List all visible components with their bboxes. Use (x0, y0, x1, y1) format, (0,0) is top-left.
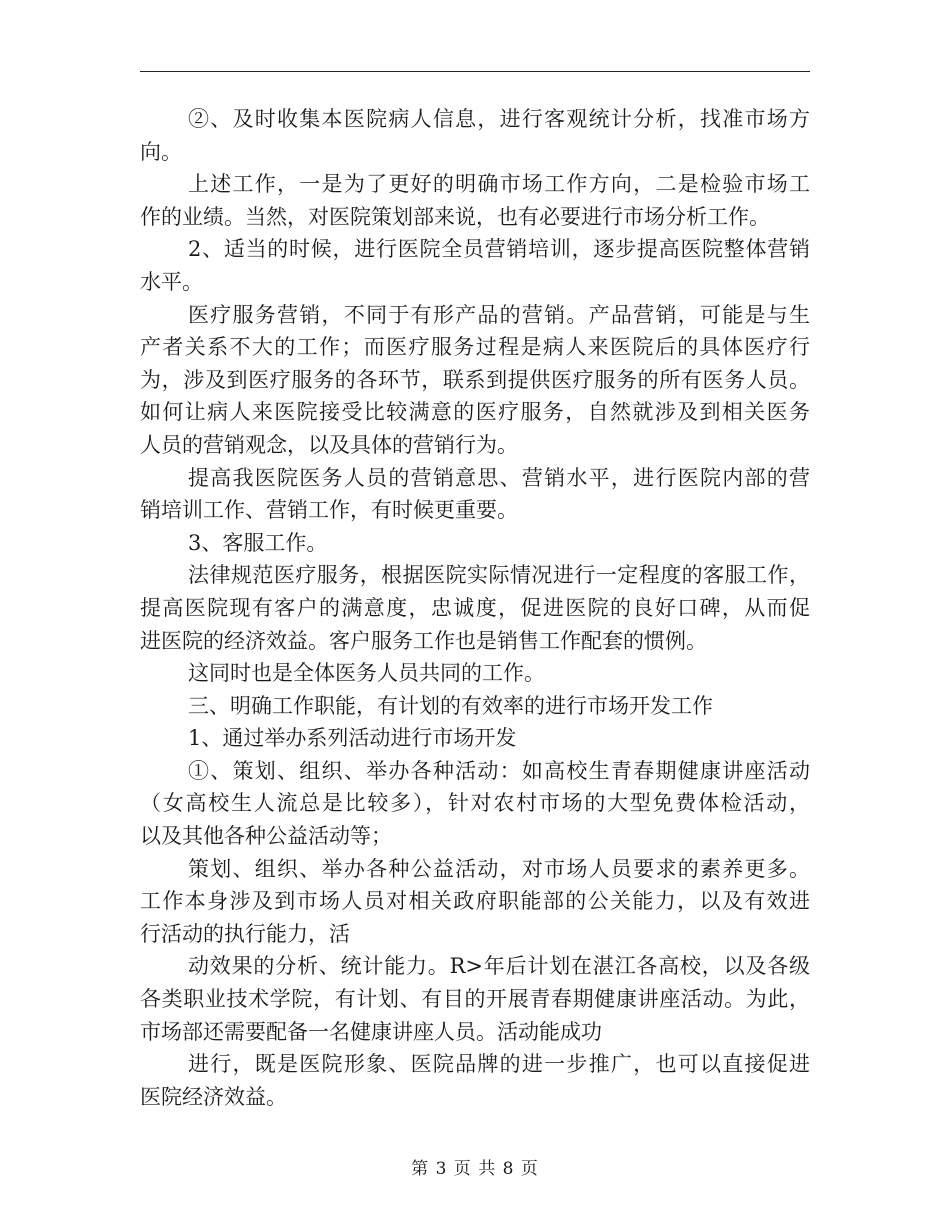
text-line: 进医院的经济效益。客户服务工作也是销售工作配套的惯例。 (140, 628, 707, 653)
text-line: 进行，既是医院形象、医院品牌的进一步推广，也可以直接促进 (188, 1052, 810, 1077)
text-line: 动效果的分析、统计能力。R>年后计划在湛江各高校，以及各级 (188, 954, 810, 979)
page-footer: 第 3 页 共 8 页 (411, 1159, 539, 1179)
text-line: ②、及时收集本医院病人信息，进行客观统计分析，找准市场方 (188, 107, 810, 131)
text-line: 水平。 (140, 269, 203, 294)
text-line: 提高医院现有客户的满意度，忠诚度，促进医院的良好口碑，从而促 (140, 595, 810, 620)
text-line: 如何让病人来医院接受比较满意的医疗服务，自然就涉及到相关医务 (140, 400, 810, 425)
text-line: 3、客服工作。 (188, 530, 328, 555)
text-line: 这同时也是全体医务人员共同的工作。 (188, 661, 545, 686)
text-line: 1、通过举办系列活动进行市场开发 (188, 726, 517, 751)
document-body (140, 103, 810, 1113)
text-line: 工作本身涉及到市场人员对相关政府职能部的公关能力，以及有效进 (140, 889, 810, 914)
text-line: 医院经济效益。 (140, 1084, 287, 1109)
text-line: 以及其他各种公益活动等； (140, 824, 392, 849)
text-line: 各类职业技术学院，有计划、有目的开展青春期健康讲座活动。为此， (140, 987, 810, 1012)
text-line: 医疗服务营销，不同于有形产品的营销。产品营销，可能是与生 (188, 302, 810, 327)
text-line: 上述工作，一是为了更好的明确市场工作方向，二是检验市场工 (188, 172, 810, 197)
text-line: 为，涉及到医疗服务的各环节，联系到提供医疗服务的所有医务人员。 (140, 367, 810, 392)
text-line: 2、适当的时候，进行医院全员营销培训，逐步提高医院整体营销 (188, 237, 810, 262)
text-line: （女高校生人流总是比较多），针对农村市场的大型免费体检活动， (140, 791, 810, 816)
header-rule (140, 71, 810, 72)
text-line: 提高我医院医务人员的营销意思、营销水平，进行医院内部的营 (188, 465, 810, 490)
text-line: 销培训工作、营销工作，有时候更重要。 (140, 498, 518, 523)
text-line: 法律规范医疗服务，根据医院实际情况进行一定程度的客服工作， (188, 563, 810, 588)
text-line: 向。 (140, 139, 182, 164)
text-line: 三、明确工作职能，有计划的有效率的进行市场开发工作 (188, 693, 713, 718)
text-line: 行活动的执行能力，活 (140, 921, 350, 946)
text-line: 作的业绩。当然，对医院策划部来说，也有必要进行市场分析工作。 (140, 204, 770, 229)
text-line: ①、策划、组织、举办各种活动：如高校生青春期健康讲座活动 (188, 758, 810, 783)
text-line: 市场部还需要配备一名健康讲座人员。活动能成功 (140, 1019, 602, 1044)
text-line: 产者关系不大的工作；而医疗服务过程是病人来医院后的具体医疗行 (140, 335, 810, 360)
text-line: 策划、组织、举办各种公益活动，对市场人员要求的素养更多。 (188, 856, 810, 881)
text-line: 人员的营销观念，以及具体的营销行为。 (140, 432, 518, 457)
